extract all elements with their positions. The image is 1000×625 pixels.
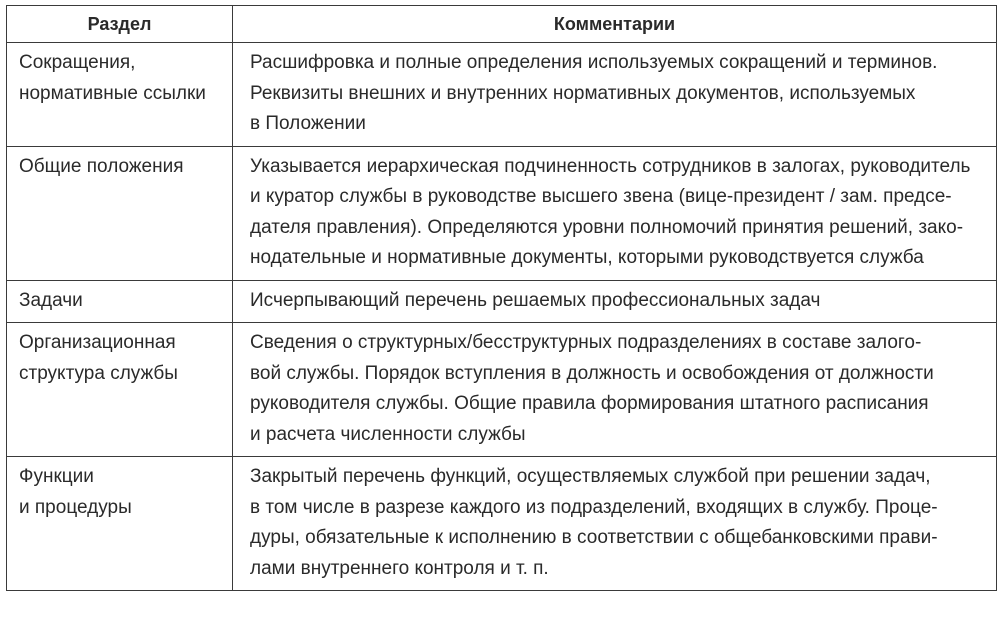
table-row xyxy=(7,457,997,591)
section-name-line: Задачи xyxy=(19,289,83,311)
comment-line: лами внутреннего контроля и т. п. xyxy=(250,557,549,579)
section-name-line: Функции xyxy=(19,466,94,487)
document-table xyxy=(6,5,997,591)
comment-line: руководителя службы. Общие правила формирования штатного расписания xyxy=(250,393,929,414)
table-row xyxy=(7,323,997,457)
comment-cell xyxy=(233,457,997,591)
comment-line: дуры, обязательные к исполнению в соответствии с общебанковскими прави- xyxy=(250,527,938,548)
header-section: Раздел xyxy=(7,6,233,43)
comment-line: Сведения о структурных/бесструктурных подразделениях в составе залого- xyxy=(250,332,922,353)
section-name-line: нормативные ссылки xyxy=(19,82,206,104)
comment-line: Исчерпывающий перечень решаемых профессиональных задач xyxy=(250,289,821,311)
comment-line: в том числе в разрезе каждого из подразделений, входящих в службу. Проце- xyxy=(250,496,938,518)
comment-line: нодательные и нормативные документы, которыми руководствуется служба xyxy=(250,247,924,268)
section-name-line: Сокращения, xyxy=(19,52,136,73)
section-name-line: и процедуры xyxy=(19,496,132,518)
section-name-line: Общие положения xyxy=(19,155,184,177)
comment-line: дателя правления). Определяются уровни полномочий принятия решений, зако- xyxy=(250,216,964,238)
comment-line: в Положении xyxy=(250,113,366,134)
comment-line: и расчета численности службы xyxy=(250,423,526,445)
comment-line: вой службы. Порядок вступления в должность и освобождения от должности xyxy=(250,362,934,384)
comment-line: Закрытый перечень функций, осуществляемых службой при решении задач, xyxy=(250,466,931,487)
comment-line: Реквизиты внешних и внутренних нормативных документов, используемых xyxy=(250,82,916,104)
table-row xyxy=(7,280,997,323)
section-name-line: структура службы xyxy=(19,362,178,384)
header-row xyxy=(7,6,997,43)
comment-cell xyxy=(233,146,997,280)
section-name-line: Организационная xyxy=(19,332,176,353)
section-cell xyxy=(7,43,233,147)
section-cell xyxy=(7,146,233,280)
comment-line: и куратор службы в руководстве высшего звена (вице-президент / зам. предсе- xyxy=(250,186,952,207)
comment-line: Указывается иерархическая подчиненность сотрудников в залогах, руководитель xyxy=(250,155,971,177)
section-cell xyxy=(7,323,233,457)
comment-cell xyxy=(233,280,997,323)
header-comments: Комментарии xyxy=(233,6,997,43)
comment-cell xyxy=(233,43,997,147)
comment-cell xyxy=(233,323,997,457)
comment-line: Расшифровка и полные определения используемых сокращений и терминов. xyxy=(250,52,938,73)
table-row xyxy=(7,43,997,147)
section-cell xyxy=(7,457,233,591)
section-cell xyxy=(7,280,233,323)
table-row xyxy=(7,146,997,280)
